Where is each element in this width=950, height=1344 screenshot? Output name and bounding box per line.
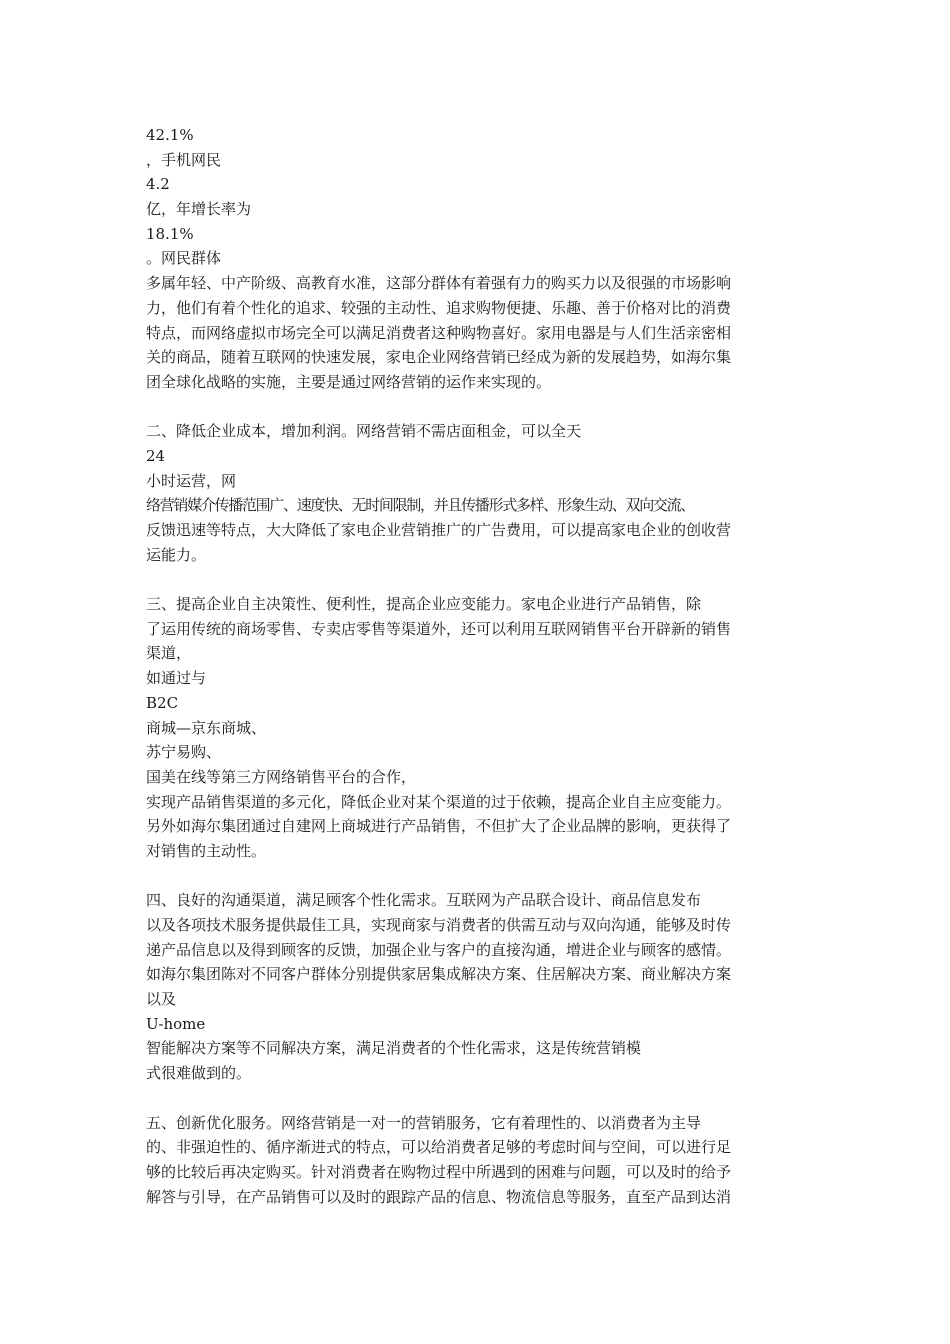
text-line: 了运用传统的商场零售、专卖店零售等渠道外，还可以利用互联网销售平台开辟新的销售 xyxy=(146,619,732,638)
text-line: 四、良好的沟通渠道，满足顾客个性化需求。互联网为产品联合设计、商品信息发布 xyxy=(146,891,702,910)
text-line: 团全球化战略的实施，主要是通过网络营销的运作来实现的。 xyxy=(146,372,552,391)
text-line: 4.2 xyxy=(146,175,170,194)
text-line: 小时运营，网 xyxy=(146,471,237,490)
text-line: ，手机网民 xyxy=(146,150,222,169)
text-line: 够的比较后再决定购买。针对消费者在购物过程中所遇到的困难与问题，可以及时的给予 xyxy=(146,1162,732,1181)
text-line: 二、降低企业成本，增加利润。网络营销不需店面租金，可以全天 xyxy=(146,422,582,441)
text-line: 24 xyxy=(146,446,166,465)
text-line: 式很难做到的。 xyxy=(146,1064,252,1083)
text-line: 关的商品，随着互联网的快速发展，家电企业网络营销已经成为新的发展趋势，如海尔集 xyxy=(146,348,732,367)
text-line: 亿，年增长率为 xyxy=(146,200,252,219)
text-line: 。网民群体 xyxy=(146,249,222,268)
text-line: 实现产品销售渠道的多元化，降低企业对某个渠道的过于依赖，提高企业自主应变能力。 xyxy=(146,792,732,811)
text-line: 商城—京东商城、 xyxy=(146,718,267,737)
text-line: 解答与引导，在产品销售可以及时的跟踪产品的信息、物流信息等服务，直至产品到达消 xyxy=(146,1187,732,1206)
text-line: 42.1% xyxy=(146,126,194,144)
text-line: 运能力。 xyxy=(146,545,207,564)
text-line: 以及 xyxy=(146,990,177,1009)
paragraph-gap xyxy=(146,395,806,420)
text-line: 特点，而网络虚拟市场完全可以满足消费者这种购物喜好。家用电器是与人们生活亲密相 xyxy=(146,323,732,342)
text-line: 如海尔集团陈对不同客户群体分别提供家居集成解决方案、住居解决方案、商业解决方案 xyxy=(146,965,732,984)
text-line: B2C xyxy=(146,693,179,712)
document-body xyxy=(146,123,806,1209)
text-line: 智能解决方案等不同解决方案，满足消费者的个性化需求，这是传统营销模 xyxy=(146,1039,642,1058)
text-line: 五、创新优化服务。网络营销是一对一的营销服务，它有着理性的、以消费者为主导 xyxy=(146,1113,702,1132)
text-line: 如通过与 xyxy=(146,669,207,688)
text-line: 另外如海尔集团通过自建网上商城进行产品销售，不但扩大了企业品牌的影响，更获得了 xyxy=(146,817,732,836)
text-line: 国美在线等第三方网络销售平台的合作， xyxy=(146,767,417,786)
text-line: 递产品信息以及得到顾客的反馈，加强企业与客户的直接沟通，增进企业与顾客的感情。 xyxy=(146,940,732,959)
text-line: 对销售的主动性。 xyxy=(146,841,267,860)
text-line: 渠道， xyxy=(146,644,192,663)
text-line: 以及各项技术服务提供最佳工具，实现商家与消费者的供需互动与双向沟通，能够及时传 xyxy=(146,916,732,934)
text-line: 的、非强迫性的、循序渐进式的特点，可以给消费者足够的考虑时间与空间，可以进行足 xyxy=(146,1138,732,1157)
text-line: 18.1% xyxy=(146,224,194,243)
paragraph-gap xyxy=(146,864,806,889)
paragraph-gap xyxy=(146,567,806,592)
text-line: 力，他们有着个性化的追求、较强的主动性、追求购物便捷、乐趣、善于价格对比的消费 xyxy=(146,298,732,317)
text-line: 反馈迅速等特点，大大降低了家电企业营销推广的广告费用，可以提高家电企业的创收营 xyxy=(146,521,732,539)
paragraph-gap xyxy=(146,1086,806,1111)
text-line: U-home xyxy=(146,1014,206,1033)
text-line: 络营销媒介传播范围广、速度快、无时间限制，并且传播形式多样、形象生动、双向交流、 xyxy=(146,496,695,515)
text-line: 苏宁易购、 xyxy=(146,743,222,762)
text-line: 三、提高企业自主决策性、便利性，提高企业应变能力。家电企业进行产品销售，除 xyxy=(146,595,702,614)
text-line: 多属年轻、中产阶级、高教育水准，这部分群体有着强有力的购买力以及很强的市场影响 xyxy=(146,274,732,293)
